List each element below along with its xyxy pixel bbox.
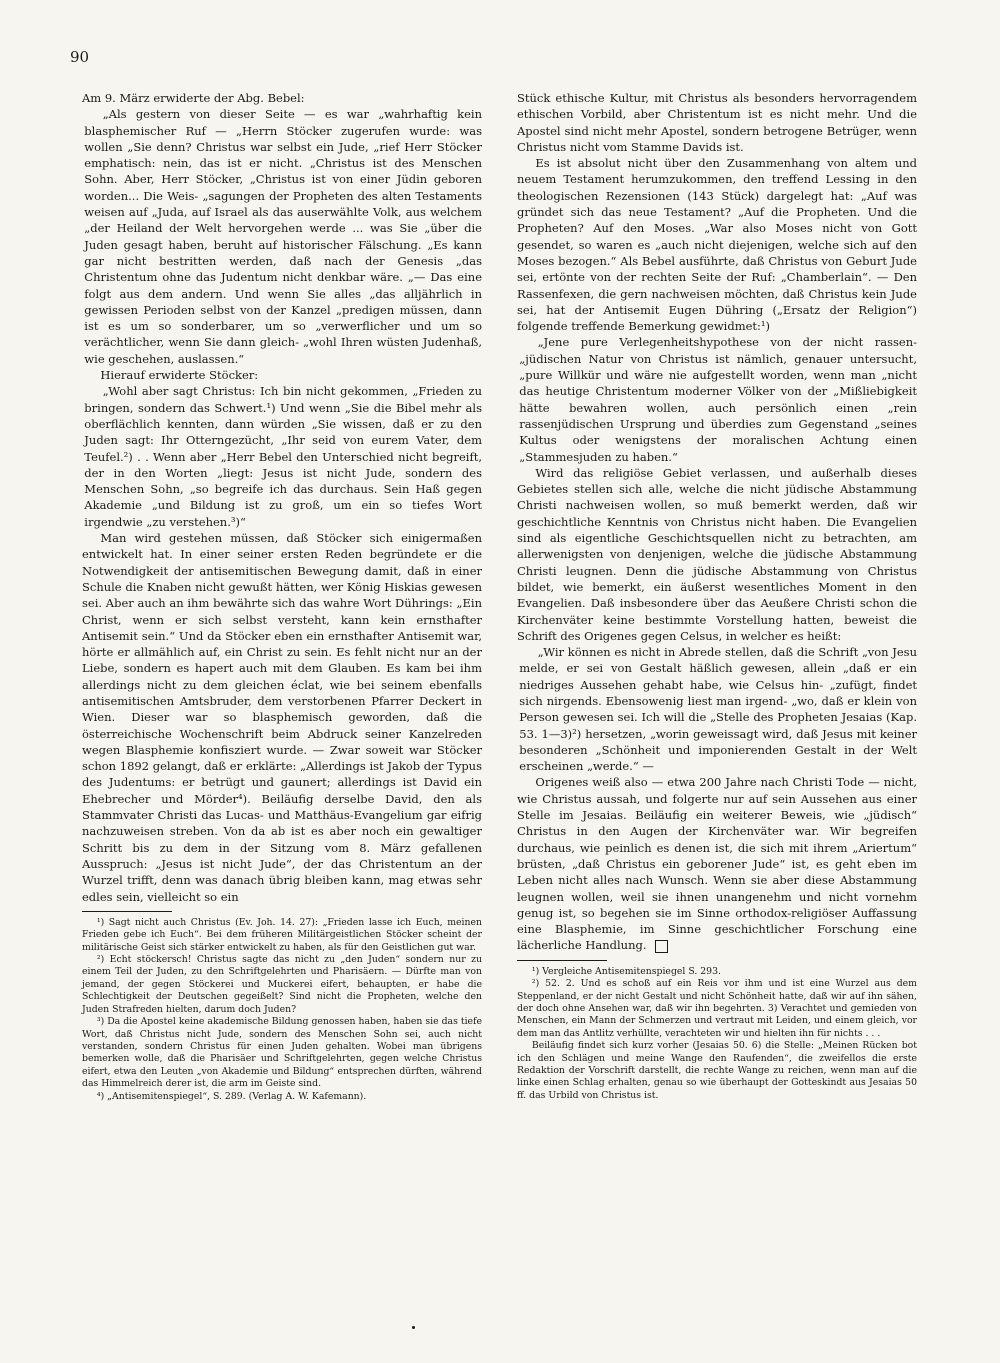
right-footnotes — [517, 966, 917, 1102]
right-body-text — [517, 90, 917, 954]
footnote: ¹) Vergleiche Antisemitenspiegel S. 293. — [531, 965, 721, 977]
paragraph: Es ist absolut nicht über den Zusammenhang von altem und neuem Testament herumzukommen, den treffend Lessing in den theologischen Rezensionen (143 Stück) dargelegt hat: „Auf was gründet sich das neue Testament? „Auf die Propheten. Und die Propheten? Auf den Moses. „War also Moses nicht von Gott gesendet, so waren es „auch nicht diejenigen, welche sich auf den Moses bezogen.“ Als Bebel ausführte, daß Christus von Geburt Jude sei, ertönte von der rechten Seite der Ruf: „Chamberlain“. — Den Rassenfexen, die gern nachweisen möchten, daß Christus kein Jude sei, hat der Antisemit Eugen Dühring („Ersatz der Religion“) folgende treffende Bemerkung gewidmet:¹) — [517, 156, 917, 334]
footnote-rule — [82, 911, 172, 912]
paragraph: Am 9. März erwiderte der Abg. Bebel: — [82, 91, 305, 105]
footnote: ⁴) „Antisemitenspiegel“, S. 289. (Verlag A. W. Kafemann). — [96, 1090, 367, 1102]
footnote: ¹) Sagt nicht auch Christus (Ev. Joh. 14. 27): „Frieden lasse ich Euch, meinen Frieden gebe ich Euch“. Bei dem früheren Militärgeistlichen Stöcker scheint der militärische Geist sich stärker entwickelt zu haben, als für den Geistlichen gut war. — [82, 916, 482, 953]
end-mark-icon — [655, 940, 668, 953]
paragraph: Stück ethische Kultur, mit Christus als besonders hervorragendem ethischen Vorbild, aber Christentum ist es nicht mehr. Und die Apostel sind nicht mehr Apostel, sondern betrogene Betrüger, wenn Christus nicht vom Stamme Davids ist. — [517, 91, 917, 154]
page-number: 90 — [70, 48, 90, 66]
left-column — [82, 90, 482, 1103]
quote-origenes: „Wir können es nicht in Abrede stellen, daß die Schrift „von Jesu melde, er sei von Gestalt häßlich gewesen, allein „daß er ein niedriges Aussehen gehabt habe, wie Celsus hin- „zufügt, findet sich nirgends. Ebensowenig liest man irgend- „wo, daß er klein von Person gewesen sei. Ich will die „Stelle des Propheten Jesaias (Kap. 53. 1—3)²) hersetzen, „worin geweissagt wird, daß Jesus mit keiner besonderen „Schönheit und imponierenden Gestalt in der Welt erscheinen „werde.“ — — [519, 645, 917, 774]
paragraph: Wird das religiöse Gebiet verlassen, und außerhalb dieses Gebietes stellen sich alle, welche die nicht jüdische Abstammung Christi nachweisen wollen, so muß bemerkt werden, daß wir geschichtliche Kenntnis von Christus nicht haben. Die Evangelien sind als eigentliche Geschichtsquellen nicht zu betrachten, am allerwenigsten von denjenigen, welche die jüdische Abstammung Christi leugnen. Denn die jüdische Abstammung von Christus bildet, wie bemerkt, ein äußerst wesentliches Moment in den Evangelien. Daß insbesondere über das Aeußere Christi schon die Kirchenväter keine bestimmte Vorstellung hatten, beweist die Schrift des Origenes gegen Celsus, in welcher es heißt: — [517, 465, 917, 643]
left-body-text — [82, 90, 482, 905]
quote-duehring: „Jene pure Verlegenheitshypothese von der nicht rassen- „jüdischen Natur von Christus ist nämlich, genauer untersucht, „pure Willkür und wäre nie aufgestellt worden, wenn man „nicht das heutige Christentum moderner Völker von der „Mißliebigkeit hätte bewahren wollen, auch persönlich einen „rein rassenjüdischen Ursprung und überdies zum Gegenstand „seines Kultus oder wenigstens der moralischen Achtung einen „Stammesjuden zu haben.“ — [519, 335, 917, 464]
footnote: ³) Da die Apostel keine akademische Bildung genossen haben, haben sie das tiefe Wort, daß Christus nicht Jude, sondern des Menschen Sohn sei, auch nicht verstanden, sondern Christus für einen Juden gehalten. Wobei man übrigens bemerken wolle, daß die Pharisäer und Schriftgelehrten, gegen welche Christus eifert, etwa den Leuten „von Akademie und Bildung“ entsprechen dürften, während das Himmelreich derer ist, die arm im Geiste sind. — [82, 1016, 482, 1090]
quote-bebel: „Als gestern von dieser Seite — es war „wahrhaftig kein blasphemischer Ruf — „Herrn Stöcker zugerufen wurde: was wollen „Sie denn? Christus war selbst ein Jude, „rief Herr Stöcker emphatisch: nein, das ist er nicht. „Christus ist des Menschen Sohn. Aber, Herr Stöcker, „Christus ist von einer Jüdin geboren worden... Die Weis- „sagungen der Propheten des alten Testaments weisen auf „Juda, auf Israel als das auserwählte Volk, aus welchem „der Heiland der Welt hervorgehen werde ... was Sie „über die Juden gesagt haben, beruht auf historischer Fälschung. „Es kann gar nicht bestritten werden, daß nach der Genesis „das Christentum ohne das Judentum nicht denkbar wäre. „— Das eine folgt aus dem andern. Und wenn Sie alles „das alljährlich in gewissen Perioden selbst von der Kanzel „predigen müssen, dann ist es um so sonderbarer, um so „verwerflicher und um so verächtlicher, wenn Sie dann gleich- „wohl Ihren wüsten Judenhaß, wie geschehen, auslassen.“ — [84, 107, 482, 366]
footnote-rule — [517, 960, 607, 961]
footnote: ²) 52. 2. Und es schoß auf ein Reis vor ihm und ist eine Wurzel aus dem Steppenland, er der nicht Gestalt und nicht Schönheit hatte, daß wir auf ihn sähen, der doch ohne Ansehen war, daß wir ihn begehrten. 3) Verachtet und gemieden von Menschen, ein Mann der Schmerzen und vertraut mit Leiden, und einem gleich, vor dem man das Antlitz verhüllte, verachteten wir und hielten ihn für nichts . . . — [517, 978, 917, 1039]
paragraph: Man wird gestehen müssen, daß Stöcker sich einigermaßen entwickelt hat. In einer seiner ersten Reden begründete er die Notwendigkeit der antisemitischen Bewegung damit, daß in einer Schule die Knaben nicht gewußt hätten, wer König Hiskias gewesen sei. Aber auch an ihm bewährte sich das wahre Wort Dührings: „Ein Christ, wenn er sich selbst versteht, kann kein ernsthafter Antisemit sein.“ Und da Stöcker eben ein ernsthafter Antisemit war, hörte er allmählich auf, ein Christ zu sein. Es fehlt nicht nur an der Liebe, sondern es hapert auch mit dem Glauben. Es kam bei ihm allerdings nicht zu dem gleichen éclat, wie bei seinem ebenfalls antisemitischen Amtsbruder, dem verstorbenen Pfarrer Deckert in Wien. Dieser war so blasphemisch geworden, daß die österreichische Wochenschrift beim Abdruck seiner Kanzelreden wegen Blasphemie konfisziert wurde. — Zwar soweit war Stöcker schon 1892 gelangt, daß er erklärte: „Allerdings ist Jakob der Typus des Judentums: er betrügt und gaunert; allerdings ist David ein Ehebrecher und Mörder⁴). Beiläufig derselbe David, den als Stammvater Christi das Lucas- und Matthäus-Evangelium gar eifrig nachzuweisen streben. Von da ab ist es aber noch ein gewaltiger Schritt bis zu dem in der Sitzung vom 8. März gefallenen Ausspruch: „Jesus ist nicht Jude“, der das Christentum an der Wurzel trifft, denn was danach übrig bleiben kann, mag etwas sehr edles sein, vielleicht so ein — [82, 531, 482, 904]
right-column — [517, 90, 917, 1102]
left-footnotes — [82, 917, 482, 1103]
print-speck — [412, 1326, 415, 1329]
quote-stoecker: „Wohl aber sagt Christus: Ich bin nicht gekommen, „Frieden zu bringen, sondern das Schwert.¹) Und wenn „Sie die Bibel mehr als oberflächlich kennten, dann würden „Sie wissen, daß er zu den Juden sagt: Ihr Otterngezücht, „Ihr seid von eurem Vater, dem Teufel.²) . . Wenn aber „Herr Bebel den Unterschied nicht begreift, der in den Worten „liegt: Jesus ist nicht Jude, sondern des Menschen Sohn, „so begreife ich das durchaus. Sein Haß gegen Akademie „und Bildung ist zu groß, um ein so tiefes Wort irgendwie „zu verstehen.³)“ — [84, 384, 482, 529]
paragraph: Hierauf erwiderte Stöcker: — [100, 368, 259, 383]
paragraph-final — [517, 774, 917, 953]
footnote: ²) Echt stöckersch! Christus sagte das nicht zu „den Juden“ sondern nur zu einem Teil der Juden, zu den Schriftgelehrten und Pharisäern. — Dürfte man von jemand, der gegen Stöckerei und Muckerei eifert, behaupten, er habe die Schlechtigkeit der Deutschen gegeißelt? Sind nicht die Propheten, welche den Juden Strafreden hielten, darum doch Juden? — [82, 954, 482, 1015]
footnote: Beiläufig findet sich kurz vorher (Jesaias 50. 6) die Stelle: „Meinen Rücken bot ich den Schlägen und meine Wange den Raufenden“, die zweifellos die erste Redaktion der Vorschrift darstellt, die rechte Wange zu reichen, wenn man auf die linke einen Schlag erhalten, genau so wie überhaupt der Gotteskindt aus Jesaias 50 ff. das Urbild von Christus ist. — [517, 1040, 917, 1101]
paragraph-final-text: Origenes weiß also — etwa 200 Jahre nach Christi Tode — nicht, wie Christus aussah, und folgerte nur auf sein Aussehen aus einer Stelle im Jesaias. Beiläufig ein weiterer Beweis, wie „jüdisch“ Christus in den Augen der Kirchenväter war. Wir begreifen durchaus, wie peinlich es denen ist, die sich mit ihrem „Ariertum“ brüsten, „daß Christus ein geborener Jude“ ist, es geht eben im Leben nicht alles nach Wunsch. Wenn sie aber diese Abstammung leugnen wollen, weil sie ihnen unangenehm und nicht vornehm genug ist, so begehen sie im Sinne orthodox-religiöser Auffassung eine Blasphemie, im Sinne geschichtlicher Forschung eine lächerliche Handlung. — [517, 775, 917, 953]
